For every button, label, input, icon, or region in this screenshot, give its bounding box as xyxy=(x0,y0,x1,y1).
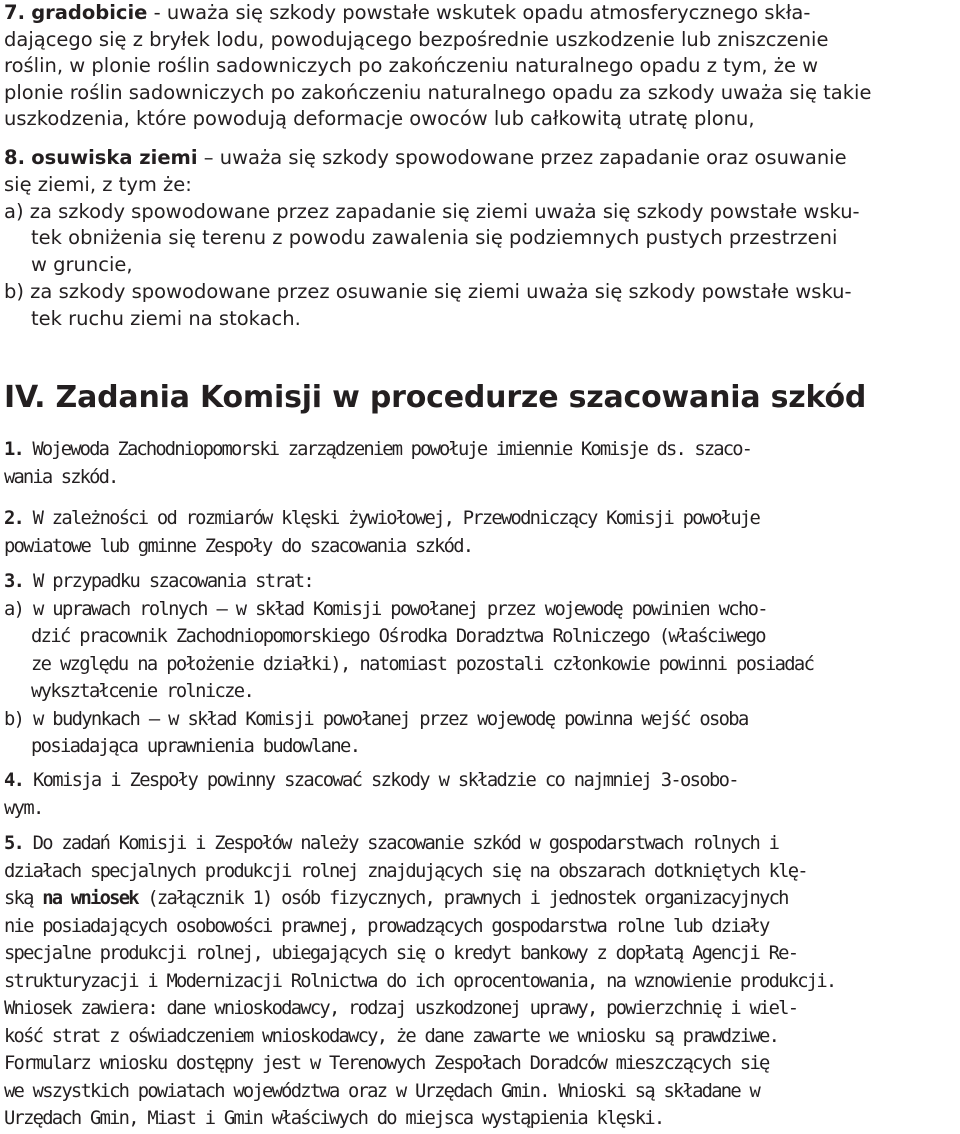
text-line: b) w budynkach – w skład Komisji powołanej przez wojewodę powinna wejść osoba xyxy=(4,708,748,730)
item-3 xyxy=(4,568,813,761)
term-title: osuwiska ziemi xyxy=(31,146,198,169)
text-line: wania szkód. xyxy=(4,466,118,488)
text-line: działach specjalnych produkcji rolnej znajdujących się na obszarach dotkniętych klę- xyxy=(4,860,807,882)
text-line: a) za szkody spowodowane przez zapadanie się ziemi uważa się szkody powstałe wsku- xyxy=(4,199,860,223)
emphasis-text: na wniosek xyxy=(42,888,138,909)
text-line: – uważa się szkody spowodowane przez zapadanie oraz osuwanie xyxy=(197,146,847,169)
text-line: dającego się z bryłek lodu, powodującego bezpośrednie uszkodzenie lub zniszczenie xyxy=(4,27,829,51)
text-line: Do zadań Komisji i Zespołów należy szacowanie szkód w gospodarstwach rolnych i xyxy=(23,833,779,854)
text-line: wym. xyxy=(4,797,43,819)
text-line: ze względu na położenie działki), natomiast pozostali członkowie powinni posiadać xyxy=(31,653,814,675)
item-number: 4. xyxy=(4,770,24,791)
text-line: specjalne produkcji rolnej, ubiegających się o kredyt bankowy z dopłatą Agencji Re- xyxy=(4,943,798,964)
item-2 xyxy=(4,505,759,560)
text-line: Wniosek zawiera: dane wnioskodawcy, rodzaj uszkodzonej uprawy, powierzchnię i wiel- xyxy=(4,998,798,1019)
text-line: uszkodzenia, które powodują deformacje owoców lub całkowitą utratę plonu, xyxy=(4,107,755,130)
term-title: gradobicie xyxy=(31,1,148,24)
text-line: kość strat z oświadczeniem wnioskodawcy, że dane zawarte we wniosku są prawdziwe. xyxy=(4,1025,779,1047)
item-4 xyxy=(4,767,738,822)
text-line: się ziemi, z tym że: xyxy=(4,172,192,196)
text-line: w gruncie, xyxy=(31,253,133,277)
text-line: Wojewoda Zachodniopomorski zarządzeniem powołuje imiennie Komisje ds. szaco- xyxy=(22,439,752,460)
text-line: roślin, w plonie roślin sadowniczych po zakończeniu naturalnego opadu z tym, że w xyxy=(4,54,819,77)
item-number: 1. xyxy=(4,439,23,460)
text-line: we wszystkich powiatach województwa oraz w Urzędach Gmin. Wnioski są składane w xyxy=(4,1080,760,1102)
item-1 xyxy=(4,436,751,491)
text-line: tek obniżenia się terenu z powodu zawalenia się podziemnych pustych przestrzeni xyxy=(31,226,838,250)
text-line: ską xyxy=(4,888,43,909)
item-number: 2. xyxy=(4,508,24,529)
item-number: 8. xyxy=(4,146,25,169)
text-line: b) za szkody spowodowane przez osuwanie się ziemi uważa się szkody powstałe wsku- xyxy=(4,279,852,303)
paragraph-7 xyxy=(4,0,871,133)
text-line: posiadająca uprawnienia budowlane. xyxy=(31,736,360,757)
text-line: strukturyzacji i Modernizacji Rolnictwa do ich oprocentowania, na wznowienie produkcji. xyxy=(4,970,836,992)
text-line: Urzędach Gmin, Miast i Gmin właściwych do miejsca wystąpienia klęski. xyxy=(4,1108,664,1129)
text-line: plonie roślin sadowniczych po zakończeniu naturalnego opadu za szkody uważa się takie xyxy=(4,80,872,104)
text-line: Formularz wniosku dostępny jest w Terenowych Zespołach Doradców mieszczących się xyxy=(4,1053,769,1074)
text-line: nie posiadających osobowości prawnej, prowadzących gospodarstwa rolne lub działy xyxy=(4,915,769,937)
text-line: W przypadku szacowania strat: xyxy=(23,571,314,592)
text-line: - uważa się szkody powstałe wskutek opadu atmosferycznego skła- xyxy=(147,1,811,24)
text-line: tek ruchu ziemi na stokach. xyxy=(31,306,301,330)
section-heading: IV. Zadania Komisji w procedurze szacowania szkód xyxy=(4,380,867,415)
text-line: (załącznik 1) osób fizycznych, prawnych i jednostek organizacyjnych xyxy=(137,888,788,909)
text-line: wykształcenie rolnicze. xyxy=(31,681,254,702)
item-number: 7. xyxy=(4,1,25,24)
item-number: 3. xyxy=(4,571,24,592)
text-line: Komisja i Zespoły powinny szacować szkody w składzie co najmniej 3-osobo- xyxy=(23,770,738,791)
paragraph-8 xyxy=(4,145,860,333)
item-number: 5. xyxy=(4,833,24,854)
text-line: a) w uprawach rolnych – w skład Komisji powołanej przez wojewodę powinien wcho- xyxy=(4,598,767,620)
item-5 xyxy=(4,830,835,1133)
text-line: powiatowe lub gminne Zespoły do szacowania szkód. xyxy=(4,535,473,557)
text-line: dzić pracownik Zachodniopomorskiego Ośrodka Doradztwa Rolniczego (właściwego xyxy=(31,626,765,647)
text-line: W zależności od rozmiarów klęski żywiołowej, Przewodniczący Komisji powołuje xyxy=(23,508,760,529)
